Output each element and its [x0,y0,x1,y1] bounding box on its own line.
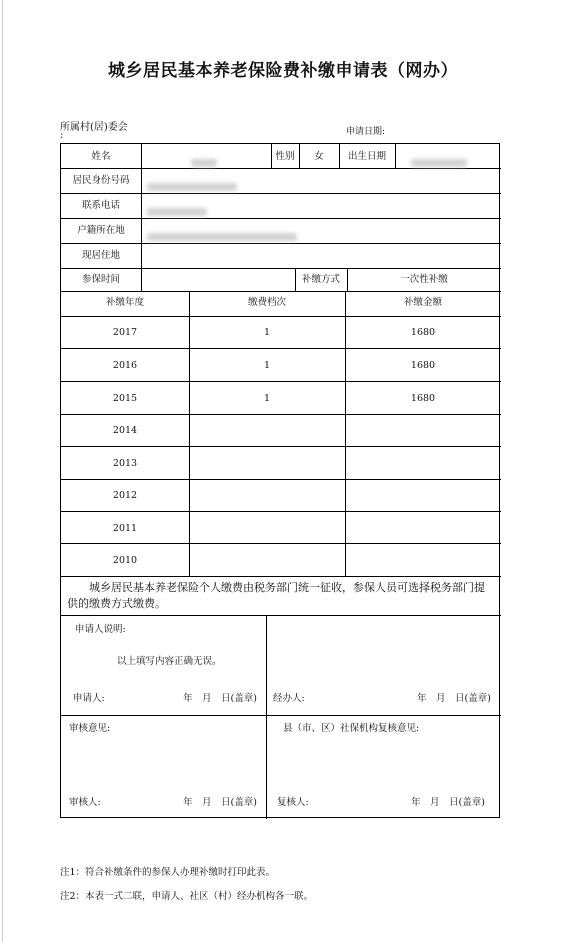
id-label: 居民身份号码 [72,175,130,186]
header-year: 补缴年度 [105,297,144,308]
row-grade: 1 [263,327,271,338]
row-year: 2015 [112,393,138,404]
insure-time-label: 参保时间 [81,274,120,285]
applicant-note-title: 申请人说明: [75,624,126,635]
row-grade: 1 [263,360,271,371]
row-grade: 1 [263,393,271,404]
name-value-redacted [191,152,221,171]
village-colon: : [60,130,64,141]
review-opinion-title: 审核意见: [69,723,111,734]
row-year: 2017 [112,327,138,338]
gender-label: 性别 [275,151,295,162]
id-value-redacted [147,176,237,195]
pay-method-value: 一次性补缴 [400,274,448,285]
phone-label: 联系电话 [81,200,120,211]
phone-value-redacted [147,201,207,220]
apply-date-label: 申请日期: [346,127,386,137]
rechecker-sign-label: 复核人: [277,797,309,808]
applicant-confirm-text: 以上填写内容正确无误。 [117,656,222,667]
birth-value-redacted [411,152,467,171]
row-amount: 1680 [410,393,436,404]
reviewer-sign-date: 年 月 日(盖章) [183,797,257,808]
reviewer-sign-label: 审核人: [69,797,101,808]
applicant-sign-label: 申请人: [73,693,105,704]
row-year: 2013 [112,458,138,469]
footnote-2: 注2：本表一式二联，申请人、社区（村）经办机构各一联。 [60,891,314,902]
application-form-table [60,143,500,818]
tax-statement: 城乡居民基本养老保险个人缴费由税务部门统一征收，参保人员可选择税务部门提供的缴费方式缴费。 [67,581,485,610]
handler-sign-date: 年 月 日(盖章) [417,693,491,704]
birth-label: 出生日期 [347,151,386,162]
page-edge [2,0,3,942]
row-amount: 1680 [410,327,436,338]
hukou-label: 户籍所在地 [77,225,125,236]
header-amount: 补缴金额 [403,297,442,308]
recheck-opinion-title: 县（市、区）社保机构复核意见: [283,723,420,734]
pay-method-label: 补缴方式 [301,274,340,285]
row-amount: 1680 [410,360,436,371]
header-grade: 缴费档次 [247,297,286,308]
row-year: 2010 [112,555,138,566]
village-label: 所属村(居)委会 [60,122,128,133]
name-label: 姓名 [91,151,111,162]
form-title: 城乡居民基本养老保险费补缴申请表（网办） [108,61,458,81]
residence-label: 现居住地 [81,250,120,261]
handler-sign-label: 经办人: [273,693,305,704]
gender-value: 女 [314,151,324,162]
row-year: 2011 [112,523,138,534]
row-year: 2012 [112,490,138,501]
footnote-1: 注1：符合补缴条件的参保人办理补缴时打印此表。 [60,867,276,878]
row-year: 2016 [112,360,138,371]
hukou-value-redacted [147,226,297,245]
applicant-sign-date: 年 月 日(盖章) [183,693,257,704]
rechecker-sign-date: 年 月 日(盖章) [411,797,485,808]
row-year: 2014 [112,425,138,436]
